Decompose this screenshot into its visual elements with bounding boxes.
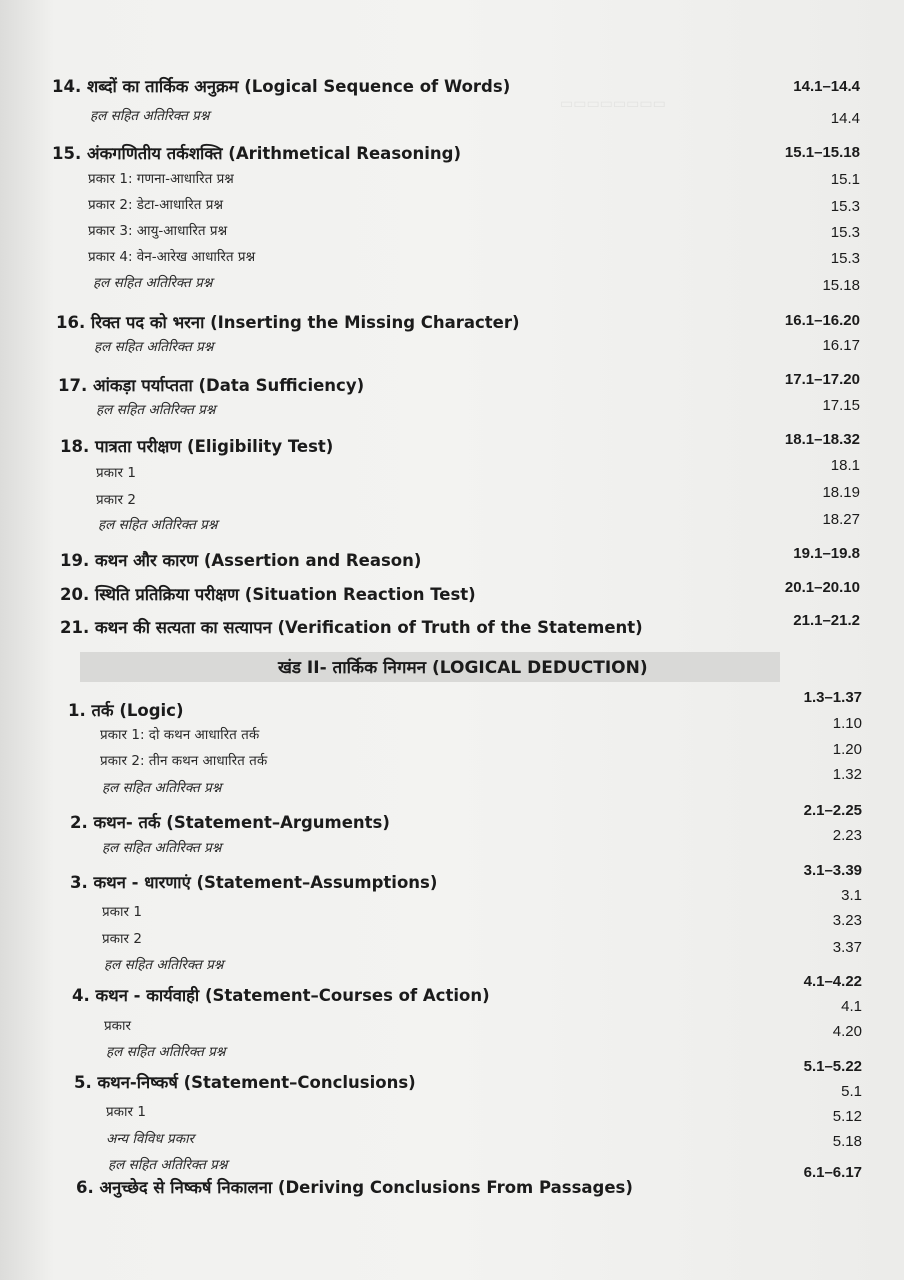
toc-entry-label: कथन- तर्क (Statement–Arguments) [93,813,390,832]
toc-subentry-label: अन्य विविध प्रकार [106,1131,195,1147]
toc-subentry-page: 17.15 [822,397,860,414]
toc-entry-title [60,434,333,457]
toc-entry-title [70,870,437,893]
toc-entry-page-range: 21.1–21.2 [793,612,860,629]
toc-entry-number: 19. [60,551,90,570]
toc-entry-page-range: 14.1–14.4 [793,78,860,95]
toc-entry-title [56,310,520,333]
toc-subentry-label: हल सहित अतिरिक्त प्रश्न [94,339,214,355]
toc-subentry-page: 18.1 [830,457,860,474]
toc-entry-label: अनुच्छेद से निष्कर्ष निकालना (Deriving Conclusions From Passages) [99,1178,633,1197]
toc-entry-page-range: 18.1–18.32 [784,431,860,448]
toc-entry-page-range: 20.1–20.10 [784,579,860,596]
toc-subentry-label: प्रकार 2: डेटा-आधारित प्रश्न [88,197,224,213]
toc-subentry-page: 18.19 [822,484,860,501]
toc-subentry-label: प्रकार 3: आयु-आधारित प्रश्न [88,223,228,239]
toc-subentry-label: हल सहित अतिरिक्त प्रश्न [93,275,213,291]
toc-entry-page-range: 1.3–1.37 [803,689,862,706]
toc-subentry-page: 15.18 [822,277,860,294]
toc-entry-page-range: 2.1–2.25 [803,802,862,819]
toc-entry-number: 15. [52,144,82,163]
toc-entry-title [76,1175,633,1198]
toc-entry-number: 6. [76,1178,94,1197]
toc-subentry-label: हल सहित अतिरिक्त प्रश्न [90,108,210,124]
toc-subentry-label: हल सहित अतिरिक्त प्रश्न [102,780,222,796]
toc-entry-page-range: 6.1–6.17 [803,1164,862,1181]
toc-entry-label: पात्रता परीक्षण (Eligibility Test) [94,437,334,456]
section-heading: खंड II- तार्किक निगमन (LOGICAL DEDUCTION) [278,658,648,678]
toc-entry-title [70,810,390,833]
toc-subentry-page: 14.4 [830,110,860,127]
toc-entry-page-range: 4.1–4.22 [803,973,862,990]
toc-subentry-page: 4.20 [832,1023,862,1040]
bleed-through-text: ▭▭▭▭▭▭▭▭ [560,96,666,112]
toc-entry-number: 20. [60,585,90,604]
toc-entry-label: कथन और कारण (Assertion and Reason) [94,551,422,570]
toc-entry-label: कथन की सत्यता का सत्यापन (Verification of Truth of the Statement) [94,618,643,637]
toc-entry-number: 1. [68,701,86,720]
toc-entry-title [72,983,490,1006]
toc-subentry-page: 15.1 [830,171,860,188]
toc-entry-number: 3. [70,873,88,892]
toc-subentry-page: 5.1 [841,1083,862,1100]
section-heading-bar [80,652,780,682]
toc-subentry-label: प्रकार [104,1018,132,1034]
toc-subentry-page: 15.3 [830,198,860,215]
toc-subentry-page: 5.12 [832,1108,862,1125]
toc-subentry-page: 15.3 [830,250,860,267]
toc-subentry-label: हल सहित अतिरिक्त प्रश्न [106,1044,226,1060]
toc-entry-number: 14. [52,77,82,96]
toc-subentry-label: प्रकार 1 [106,1104,146,1120]
toc-subentry-page: 5.18 [832,1133,862,1150]
toc-entry-label: स्थिति प्रतिक्रिया परीक्षण (Situation Reaction Test) [94,585,476,604]
toc-entry-label: अंकगणितीय तर्कशक्ति (Arithmetical Reasoning) [86,144,461,163]
toc-subentry-label: प्रकार 2 [102,931,142,947]
toc-entry-label: आंकड़ा पर्याप्तता (Data Sufficiency) [92,376,365,395]
toc-entry-number: 17. [58,376,88,395]
toc-entry-title [60,582,476,605]
toc-subentry-label: हल सहित अतिरिक्त प्रश्न [102,840,222,856]
toc-entry-title [60,615,643,638]
toc-subentry-page: 3.1 [841,887,862,904]
toc-entry-page-range: 3.1–3.39 [803,862,862,879]
toc-entry-label: कथन - धारणाएं (Statement–Assumptions) [93,873,438,892]
toc-entry-page-range: 5.1–5.22 [803,1058,862,1075]
toc-entry-label: शब्दों का तार्किक अनुक्रम (Logical Sequence of Words) [86,77,511,96]
toc-subentry-page: 1.10 [832,715,862,732]
toc-subentry-label: प्रकार 1 [102,904,142,920]
toc-entry-number: 5. [74,1073,92,1092]
toc-subentry-page: 1.32 [832,766,862,783]
toc-entry-page-range: 15.1–15.18 [784,144,860,161]
toc-entry-number: 4. [72,986,90,1005]
toc-subentry-page: 1.20 [832,741,862,758]
toc-subentry-label: हल सहित अतिरिक्त प्रश्न [108,1157,228,1173]
toc-subentry-label: प्रकार 1: दो कथन आधारित तर्क [100,727,260,743]
toc-subentry-label: हल सहित अतिरिक्त प्रश्न [98,517,218,533]
toc-subentry-label: प्रकार 2 [96,492,136,508]
toc-entry-label: कथन-निष्कर्ष (Statement–Conclusions) [97,1073,416,1092]
toc-subentry-label: प्रकार 2: तीन कथन आधारित तर्क [100,753,268,769]
toc-entry-page-range: 19.1–19.8 [793,545,860,562]
toc-entry-label: कथन - कार्यवाही (Statement–Courses of Action) [95,986,490,1005]
toc-entry-number: 21. [60,618,90,637]
toc-subentry-page: 15.3 [830,224,860,241]
toc-entry-number: 18. [60,437,90,456]
toc-entry-title [52,141,461,164]
toc-entry-label: रिक्त पद को भरना (Inserting the Missing Character) [90,313,520,332]
toc-subentry-page: 3.23 [832,912,862,929]
toc-subentry-label: प्रकार 1: गणना-आधारित प्रश्न [88,171,234,187]
toc-entry-title [52,74,510,97]
toc-subentry-page: 18.27 [822,511,860,528]
toc-entry-page-range: 17.1–17.20 [784,371,860,388]
toc-subentry-label: प्रकार 1 [96,465,136,481]
toc-subentry-page: 2.23 [832,827,862,844]
toc-entry-title [74,1070,416,1093]
toc-subentry-label: हल सहित अतिरिक्त प्रश्न [96,402,216,418]
toc-entry-number: 16. [56,313,86,332]
toc-entry-page-range: 16.1–16.20 [784,312,860,329]
toc-subentry-label: हल सहित अतिरिक्त प्रश्न [104,957,224,973]
toc-subentry-page: 3.37 [832,939,862,956]
toc-subentry-page: 16.17 [822,337,860,354]
toc-entry-title [58,373,364,396]
toc-entry-title [60,548,421,571]
toc-entry-title [68,698,184,721]
toc-entry-label: तर्क (Logic) [91,701,184,720]
toc-subentry-label: प्रकार 4: वेन-आरेख आधारित प्रश्न [88,249,256,265]
toc-entry-number: 2. [70,813,88,832]
toc-subentry-page: 4.1 [841,998,862,1015]
